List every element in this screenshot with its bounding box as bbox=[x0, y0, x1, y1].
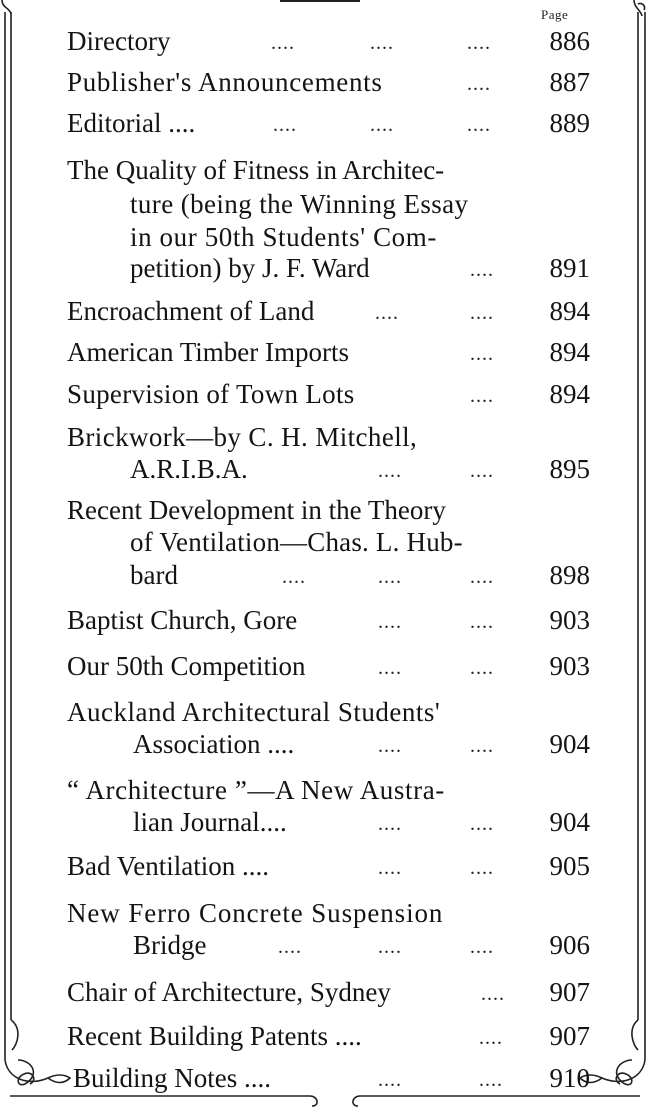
dot-leader: .... bbox=[470, 936, 494, 958]
toc-entry-title-line: petition) by J. F. Ward bbox=[130, 253, 370, 283]
dot-leader: .... bbox=[467, 32, 491, 54]
dot-leader: .... bbox=[370, 114, 394, 136]
toc-page-number: 904 bbox=[549, 807, 590, 837]
toc-entry-title-line: The Quality of Fitness in Architec- bbox=[67, 155, 445, 185]
toc-page-number: 895 bbox=[549, 454, 590, 484]
toc-page-number: 903 bbox=[549, 651, 590, 681]
toc-page-number: 898 bbox=[549, 560, 590, 590]
toc-entry-title-line: Bridge bbox=[133, 930, 207, 960]
dot-leader: .... bbox=[470, 460, 494, 482]
toc-entry-title-line: Directory bbox=[67, 26, 171, 56]
toc-page-number: 894 bbox=[549, 337, 590, 367]
toc-page-number: 906 bbox=[549, 930, 590, 960]
dot-leader: .... bbox=[467, 114, 491, 136]
toc-entry-title-line: Association .... bbox=[133, 729, 295, 759]
toc-page-number: 889 bbox=[549, 108, 590, 138]
toc-page-number: 907 bbox=[549, 1021, 590, 1051]
dot-leader: .... bbox=[378, 857, 402, 879]
toc-entry-title-line: New Ferro Concrete Suspension bbox=[67, 898, 444, 928]
toc-entry-title-line: Brickwork—by C. H. Mitchell, bbox=[67, 422, 418, 452]
dot-leader: .... bbox=[470, 385, 494, 407]
toc-page-number: 907 bbox=[549, 977, 590, 1007]
toc-entry-title-line: in our 50th Students' Com- bbox=[130, 222, 437, 252]
dot-leader: .... bbox=[479, 1027, 503, 1049]
dot-leader: .... bbox=[470, 302, 494, 324]
dot-leader: .... bbox=[273, 114, 297, 136]
dot-leader: .... bbox=[271, 32, 295, 54]
toc-entry-title-line: Recent Building Patents .... bbox=[67, 1021, 362, 1051]
dot-leader: .... bbox=[378, 936, 402, 958]
dot-leader: .... bbox=[375, 302, 399, 324]
toc-page-number: 904 bbox=[549, 729, 590, 759]
dot-leader: .... bbox=[470, 343, 494, 365]
toc-entry-title-line: Baptist Church, Gore bbox=[67, 605, 298, 635]
dot-leader: .... bbox=[378, 611, 402, 633]
dot-leader: .... bbox=[470, 566, 494, 588]
toc-entry-title-line: Editorial .... bbox=[67, 108, 196, 138]
dot-leader: .... bbox=[479, 1069, 503, 1091]
toc-entry-title-line: American Timber Imports bbox=[67, 337, 349, 367]
toc-entry-title-line: Recent Development in the Theory bbox=[67, 495, 446, 525]
dot-leader: .... bbox=[470, 813, 494, 835]
toc-entry-title-line: “ Architecture ”—A New Austra- bbox=[67, 775, 445, 805]
toc-entry-title-line: Publisher's Announcements bbox=[67, 67, 383, 97]
toc-entry-title-line: Encroachment of Land bbox=[67, 296, 315, 326]
dot-leader: .... bbox=[470, 735, 494, 757]
dot-leader: .... bbox=[378, 735, 402, 757]
dot-leader: .... bbox=[378, 1069, 402, 1091]
toc-page-number: 894 bbox=[549, 296, 590, 326]
top-rule bbox=[280, 0, 360, 2]
toc-entry-title-line: Supervision of Town Lots bbox=[67, 379, 355, 409]
toc-page-number: 910 bbox=[549, 1063, 590, 1093]
dot-leader: .... bbox=[467, 73, 491, 95]
toc-entry-title-line: Bad Ventilation .... bbox=[67, 851, 269, 881]
toc-entry-title-line: Building Notes .... bbox=[73, 1063, 272, 1093]
dot-leader: .... bbox=[378, 460, 402, 482]
toc-entry-title-line: A.R.I.B.A. bbox=[130, 454, 248, 484]
dot-leader: .... bbox=[470, 857, 494, 879]
toc-entry-title-line: Our 50th Competition bbox=[67, 651, 306, 681]
toc-entry-title-line: Auckland Architectural Students' bbox=[67, 697, 441, 727]
page-column-label: Page bbox=[541, 7, 569, 22]
dot-leader: .... bbox=[470, 657, 494, 679]
toc-page-number: 903 bbox=[549, 605, 590, 635]
toc-page-number: 886 bbox=[549, 26, 590, 56]
dot-leader: .... bbox=[278, 936, 302, 958]
dot-leader: .... bbox=[378, 813, 402, 835]
dot-leader: .... bbox=[282, 566, 306, 588]
dot-leader: .... bbox=[470, 611, 494, 633]
toc-entry-title-line: lian Journal.... bbox=[133, 807, 287, 837]
dot-leader: .... bbox=[378, 657, 402, 679]
dot-leader: .... bbox=[378, 566, 402, 588]
toc-page-number: 887 bbox=[549, 67, 590, 97]
dot-leader: .... bbox=[370, 32, 394, 54]
toc-entry-title-line: bard bbox=[130, 560, 178, 590]
toc-page-number: 891 bbox=[549, 253, 590, 283]
dot-leader: .... bbox=[481, 983, 505, 1005]
toc-page-number: 905 bbox=[549, 851, 590, 881]
toc-entry-title-line: ture (being the Winning Essay bbox=[130, 189, 469, 219]
toc-entry-title-line: Chair of Architecture, Sydney bbox=[67, 977, 391, 1007]
dot-leader: .... bbox=[470, 259, 494, 281]
toc-page-number: 894 bbox=[549, 379, 590, 409]
toc-entry-title-line: of Ventilation—Chas. L. Hub- bbox=[130, 527, 463, 557]
